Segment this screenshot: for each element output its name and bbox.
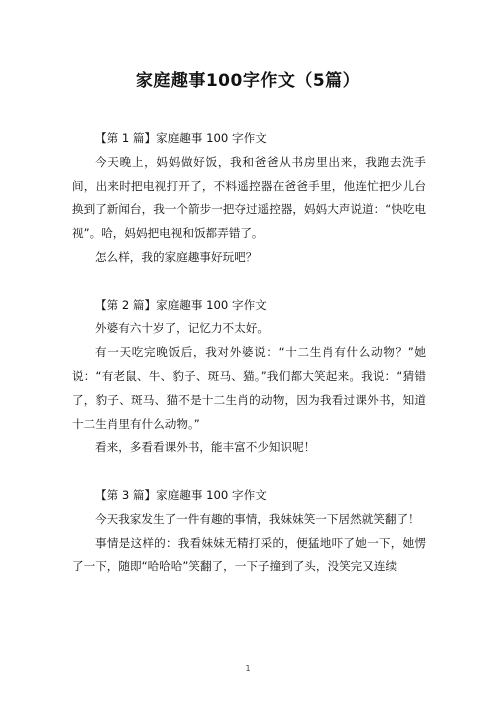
section-heading: 【第 3 篇】家庭趣事 100 字作文: [95, 487, 267, 502]
section-heading: 【第 1 篇】家庭趣事 100 字作文: [95, 131, 267, 145]
section-1: [72, 127, 426, 270]
paragraph: 今天晚上，妈妈做好饭，我和爸爸从书房里出来，我跑去洗手间，出来时把电视打开了，不料遥控器在爸爸手里，他连忙把少儿台换到了新闻台，我一个箭步一把夺过遥控器，妈妈大声说道：“快吃电视”。哈，妈妈把电视和饭都弄错了。: [72, 154, 426, 241]
paragraph: 怎么样，我的家庭趣事好玩吧？: [95, 249, 258, 264]
paragraph: 今天我家发生了一件有趣的事情，我妹妹笑一下居然就笑翻了！: [95, 511, 420, 526]
section-heading: 【第 2 篇】家庭趣事 100 字作文: [95, 297, 267, 312]
page-number: 1: [245, 664, 251, 673]
paragraph: 看来，多看看课外书，能丰富不少知识呢！: [95, 440, 316, 455]
section-3: [72, 484, 426, 579]
section-2: [72, 294, 426, 461]
paragraph: 外婆有六十岁了，记忆力不太好。: [95, 321, 269, 336]
document-body: [72, 127, 426, 603]
paragraph: 事情是这样的：我看妹妹无精打采的，便猛地吓了她一下，她愣了一下，随即“哈哈哈”笑翻了，一下子撞到了头，没笑完又连续: [72, 535, 426, 574]
document-title: 家庭趣事100字作文（5篇）: [135, 71, 361, 91]
paragraph: 有一天吃完晚饭后，我对外婆说：“十二生肖有什么动物？”她说：“有老鼠、牛、豹子、斑马、猫。”我们都大笑起来。我说：“猜错了，豹子、斑马、猫不是十二生肖的动物，因为我看过课外书，知道十二生肖里有什么动物。”: [72, 345, 426, 431]
